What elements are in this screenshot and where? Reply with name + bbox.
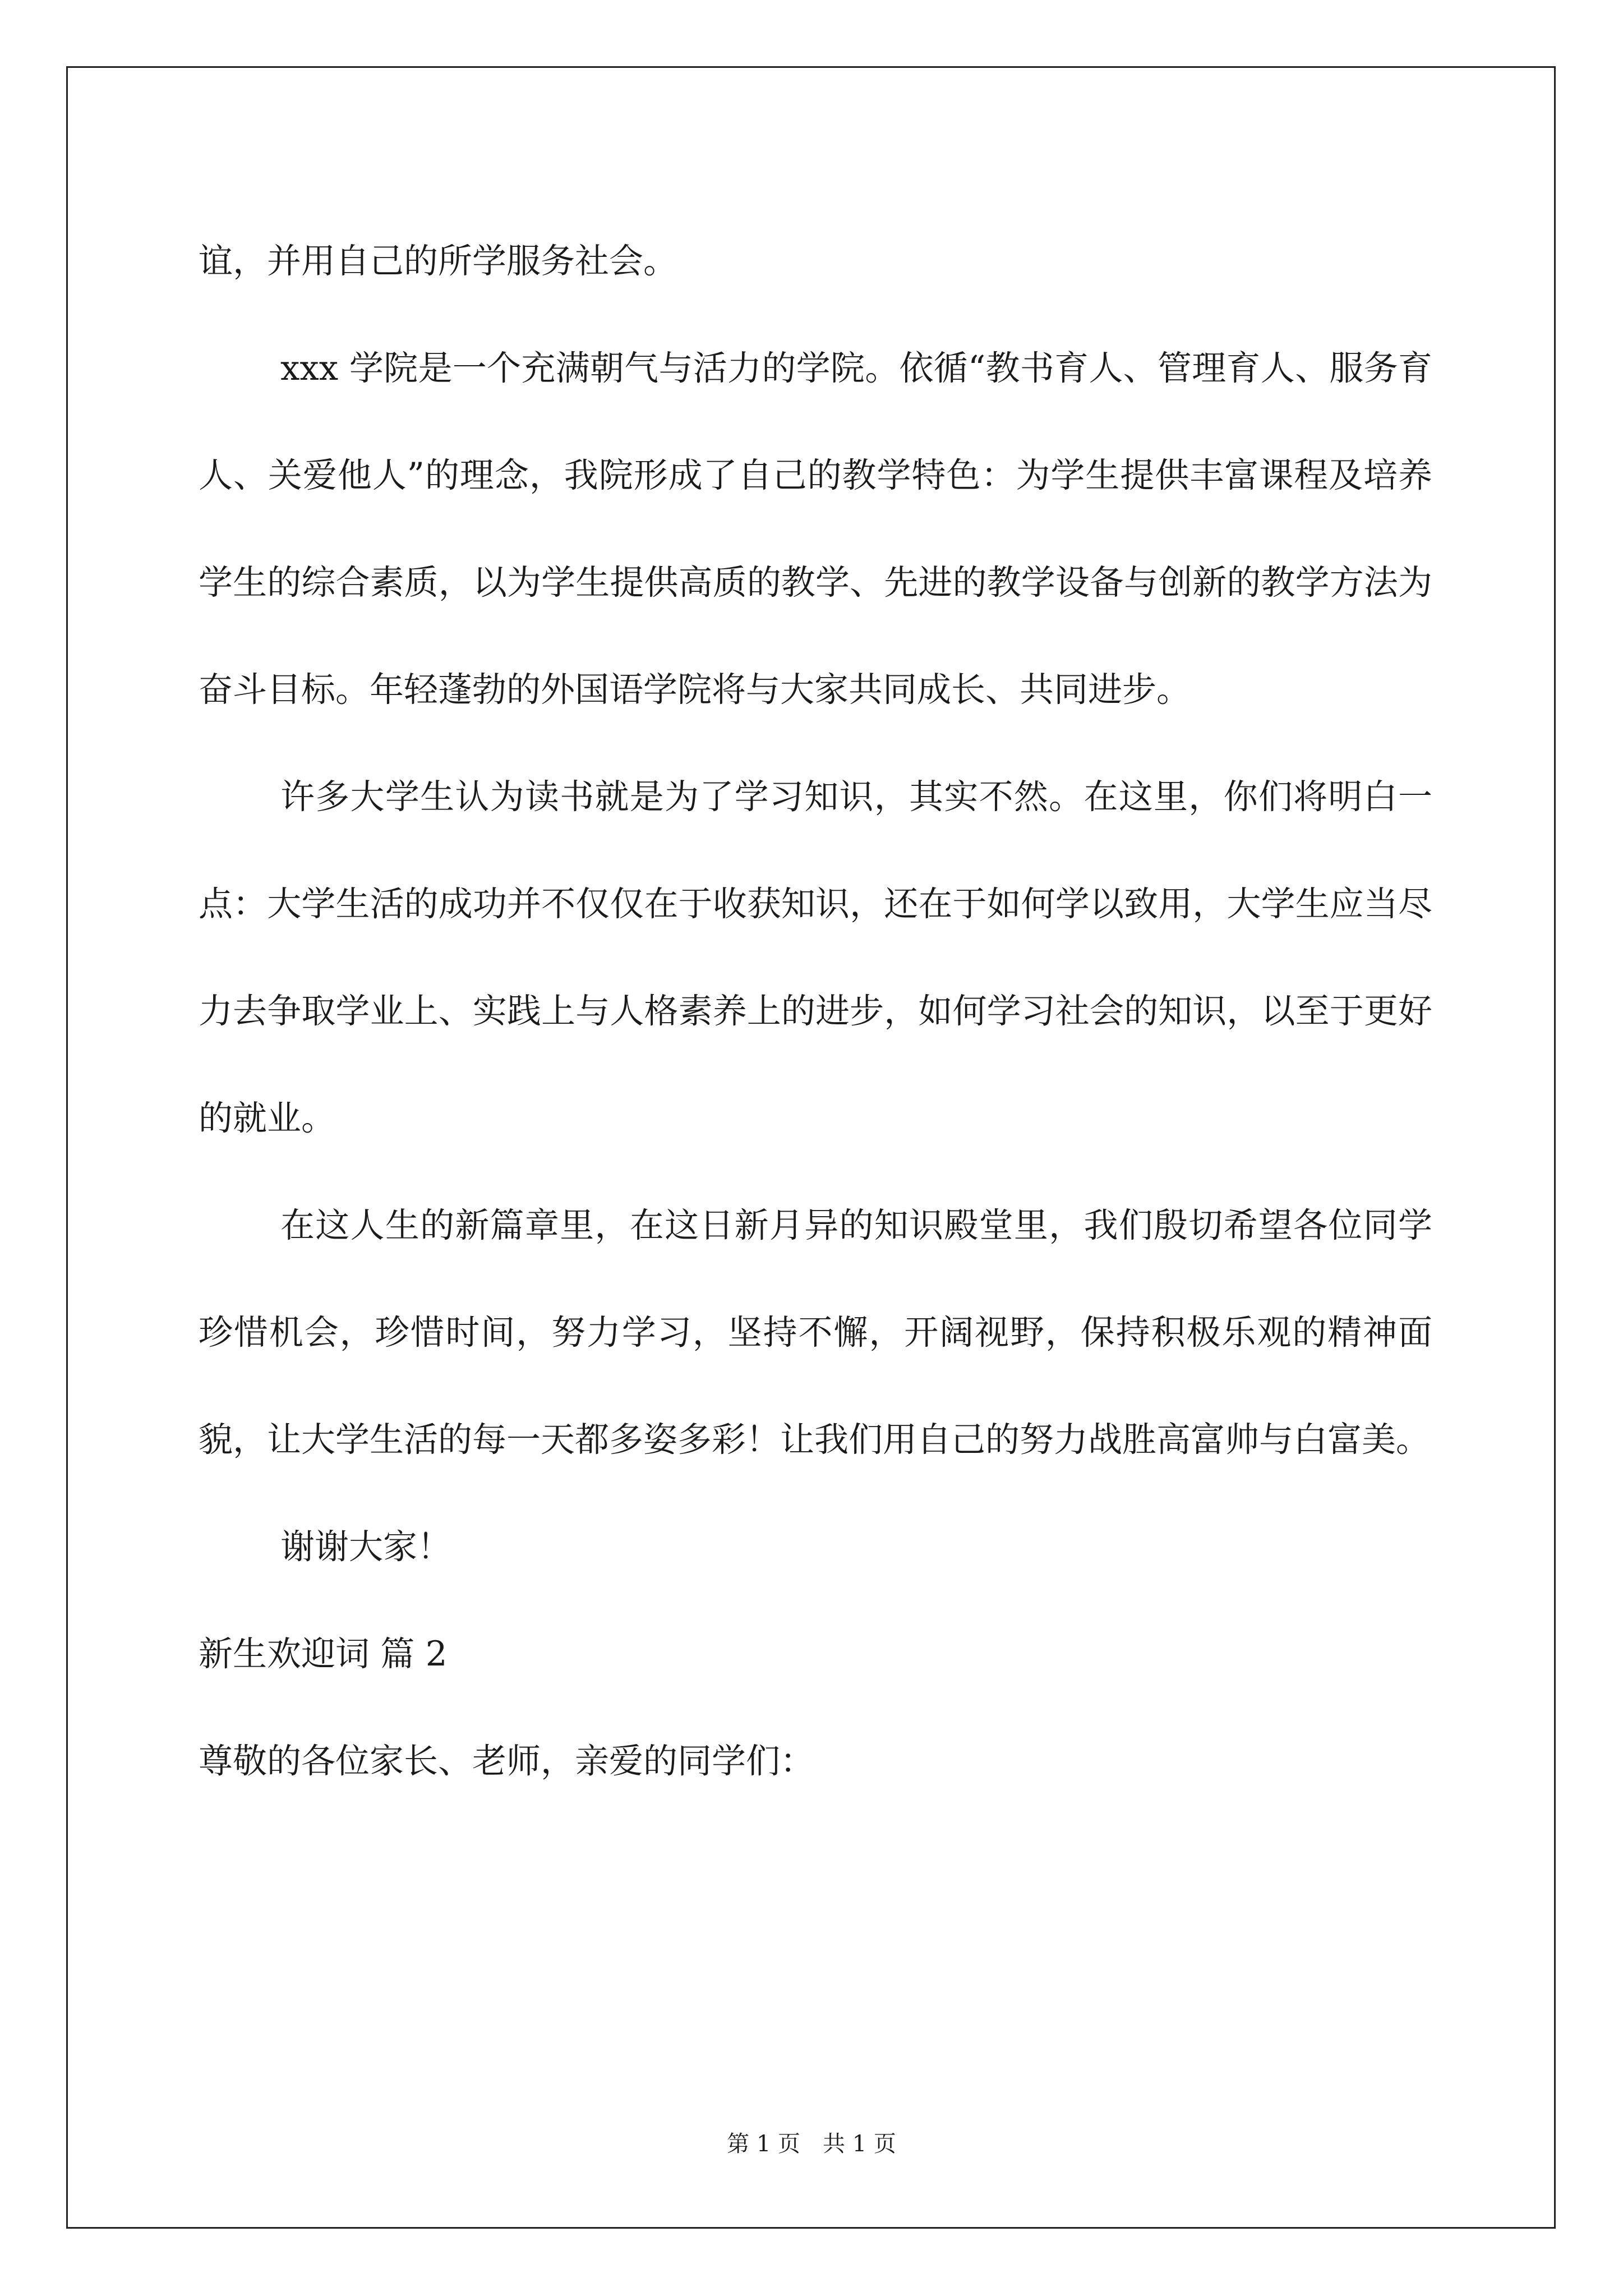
- paragraph-wishes: 在这人生的新篇章里，在这日新月异的知识殿堂里，我们殷切希望各位同学珍惜机会，珍惜时间，努力学习，坚持不懈，开阔视野，保持积极乐观的精神面貌，让大学生活的每一天都多姿多彩！让我们用自己的努力战胜高富帅与白富美。: [199, 1205, 1432, 1460]
- page-total: 共 1 页: [823, 2131, 896, 2157]
- page-number: 第 1 页: [727, 2131, 800, 2157]
- document-body: [199, 208, 1432, 1815]
- salutation: 尊敬的各位家长、老师，亲爱的同学们：: [199, 1741, 815, 1781]
- paragraph-continuation: 谊，并用自己的所学服务社会。: [199, 241, 678, 281]
- paragraph-thanks: 谢谢大家！: [280, 1527, 452, 1567]
- paragraph-study-purpose: 许多大学生认为读书就是为了学习知识，其实不然。在这里，你们将明白一点：大学生活的成功并不仅仅在于收获知识，还在于如何学以致用，大学生应当尽力去争取学业上、实践上与人格素养上的进步，如何学习社会的知识，以至于更好的就业。: [199, 777, 1432, 1138]
- page-footer: [0, 2126, 1623, 2158]
- paragraph-college-intro: xxx 学院是一个充满朝气与活力的学院。依循“教书育人、管理育人、服务育人、关爱他人”的理念，我院形成了自己的教学特色：为学生提供丰富课程及培养学生的综合素质，以为学生提供高质的教学、先进的教学设备与创新的教学方法为奋斗目标。年轻蓬勃的外国语学院将与大家共同成长、共同进步。: [199, 348, 1432, 710]
- section-heading: 新生欢迎词 篇 2: [199, 1634, 448, 1674]
